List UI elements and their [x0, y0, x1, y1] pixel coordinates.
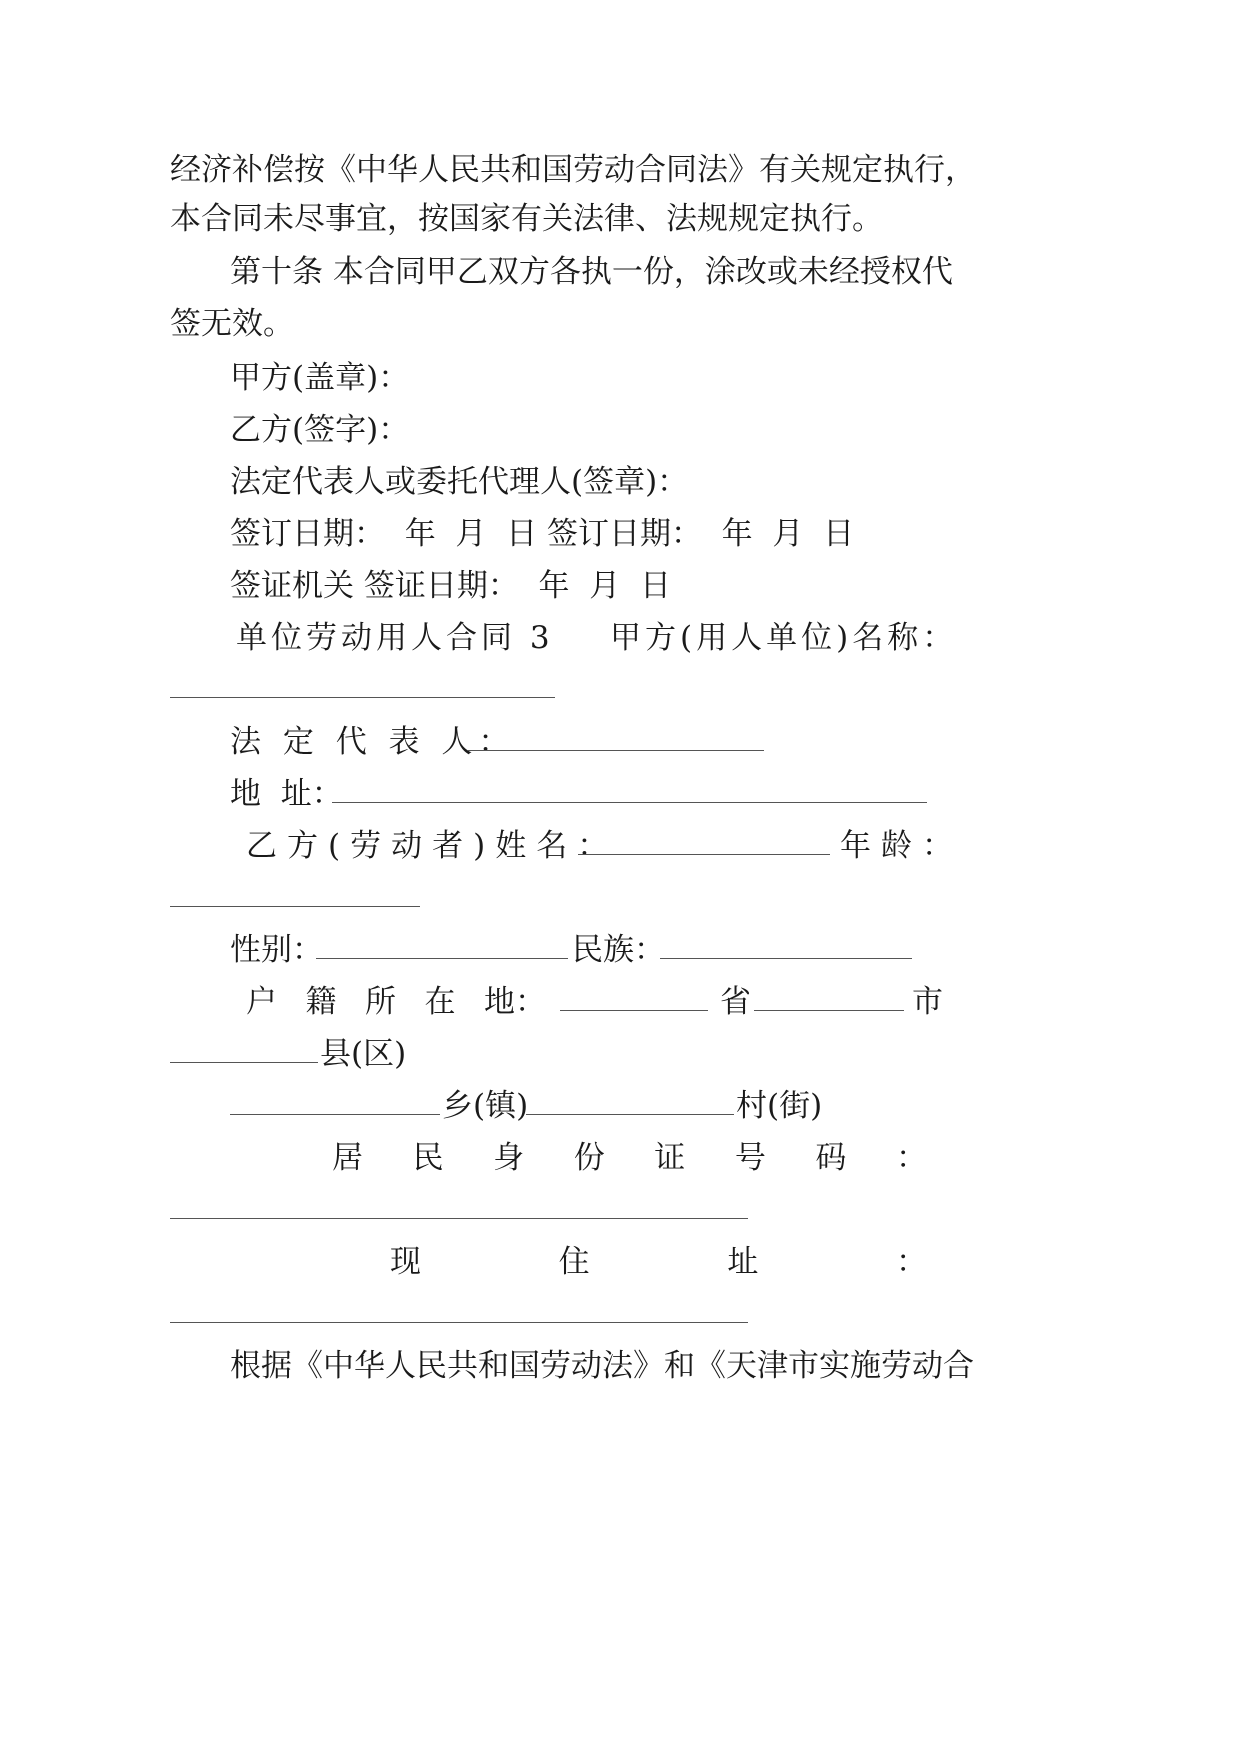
- body-text-line: 本合同未尽事宜，按国家有关法律、法规规定执行。: [170, 201, 883, 237]
- final-text-line: 根据《中华人民共和国劳动法》和《天津市实施劳动合: [230, 1348, 974, 1384]
- party-a-seal-label: 甲方(盖章)：: [230, 360, 410, 396]
- gender-label: 性别：: [230, 932, 323, 968]
- residence-char: 现: [390, 1244, 421, 1280]
- worker-name-label: 乙方(劳动者)姓名：: [246, 828, 619, 864]
- id-number-blank: [170, 1218, 748, 1219]
- party-a-name-blank: [170, 697, 555, 698]
- hukou-char: 所: [365, 984, 396, 1020]
- hukou-char: 户: [246, 984, 277, 1020]
- id-char: 码: [815, 1140, 847, 1176]
- id-char: 号: [734, 1140, 766, 1176]
- province-label: 省: [720, 984, 751, 1020]
- gender-blank: [316, 958, 568, 959]
- village-blank: [526, 1114, 734, 1115]
- ethnicity-label: 民族：: [572, 932, 665, 968]
- address-blank: [332, 802, 927, 803]
- id-char: 居: [332, 1140, 363, 1176]
- hukou-char: 在: [424, 984, 456, 1020]
- worker-name-blank: [578, 854, 830, 855]
- ethnicity-blank: [660, 958, 912, 959]
- hukou-city-blank: [754, 1010, 904, 1011]
- village-label: 村(街): [736, 1088, 823, 1124]
- address-label: 地 址：: [230, 776, 343, 812]
- hukou-char: 地：: [484, 984, 546, 1020]
- legal-rep-sign-label: 法定代表人或委托代理人(签章)：: [230, 464, 689, 500]
- township-label: 乡(镇): [442, 1088, 529, 1124]
- id-char: 民: [412, 1140, 444, 1176]
- visa-line: 签证机关 签证日期： 年 月 日: [230, 568, 671, 604]
- hukou-char: 籍: [305, 984, 337, 1020]
- party-a-name-label: 甲方(用人单位)名称：: [610, 620, 958, 656]
- hukou-province-blank: [560, 1010, 708, 1011]
- legal-rep-blank: [468, 750, 764, 751]
- id-char: ：: [895, 1140, 927, 1176]
- age-blank: [170, 906, 420, 907]
- residence-label: [390, 1242, 927, 1282]
- party-b-sign-label: 乙方(签字)：: [230, 412, 410, 448]
- county-blank: [170, 1062, 318, 1063]
- legal-rep-label: 法 定 代 表 人：: [230, 724, 516, 760]
- contract-title: 单位劳动用人合同 3: [236, 620, 554, 656]
- city-label: 市: [912, 984, 943, 1020]
- hukou-label: [246, 982, 546, 1022]
- id-char: 份: [573, 1140, 605, 1176]
- article-ten-line: 第十条 本合同甲乙双方各执一份，涂改或未经授权代: [230, 254, 953, 290]
- id-char: 身: [493, 1140, 525, 1176]
- age-label: 年龄：: [840, 828, 963, 864]
- residence-char: 址: [727, 1244, 759, 1280]
- id-char: 证: [654, 1140, 686, 1176]
- body-text-line: 签无效。: [170, 306, 294, 342]
- residence-blank: [170, 1322, 748, 1323]
- residence-char: ：: [895, 1244, 927, 1280]
- county-label: 县(区): [320, 1036, 407, 1072]
- body-text-line: 经济补偿按《中华人民共和国劳动合同法》有关规定执行，: [170, 152, 976, 188]
- sign-dates-line: 签订日期： 年 月 日 签订日期： 年 月 日: [230, 516, 855, 552]
- id-number-label: [332, 1138, 927, 1178]
- township-blank: [230, 1114, 440, 1115]
- residence-char: 住: [558, 1244, 590, 1280]
